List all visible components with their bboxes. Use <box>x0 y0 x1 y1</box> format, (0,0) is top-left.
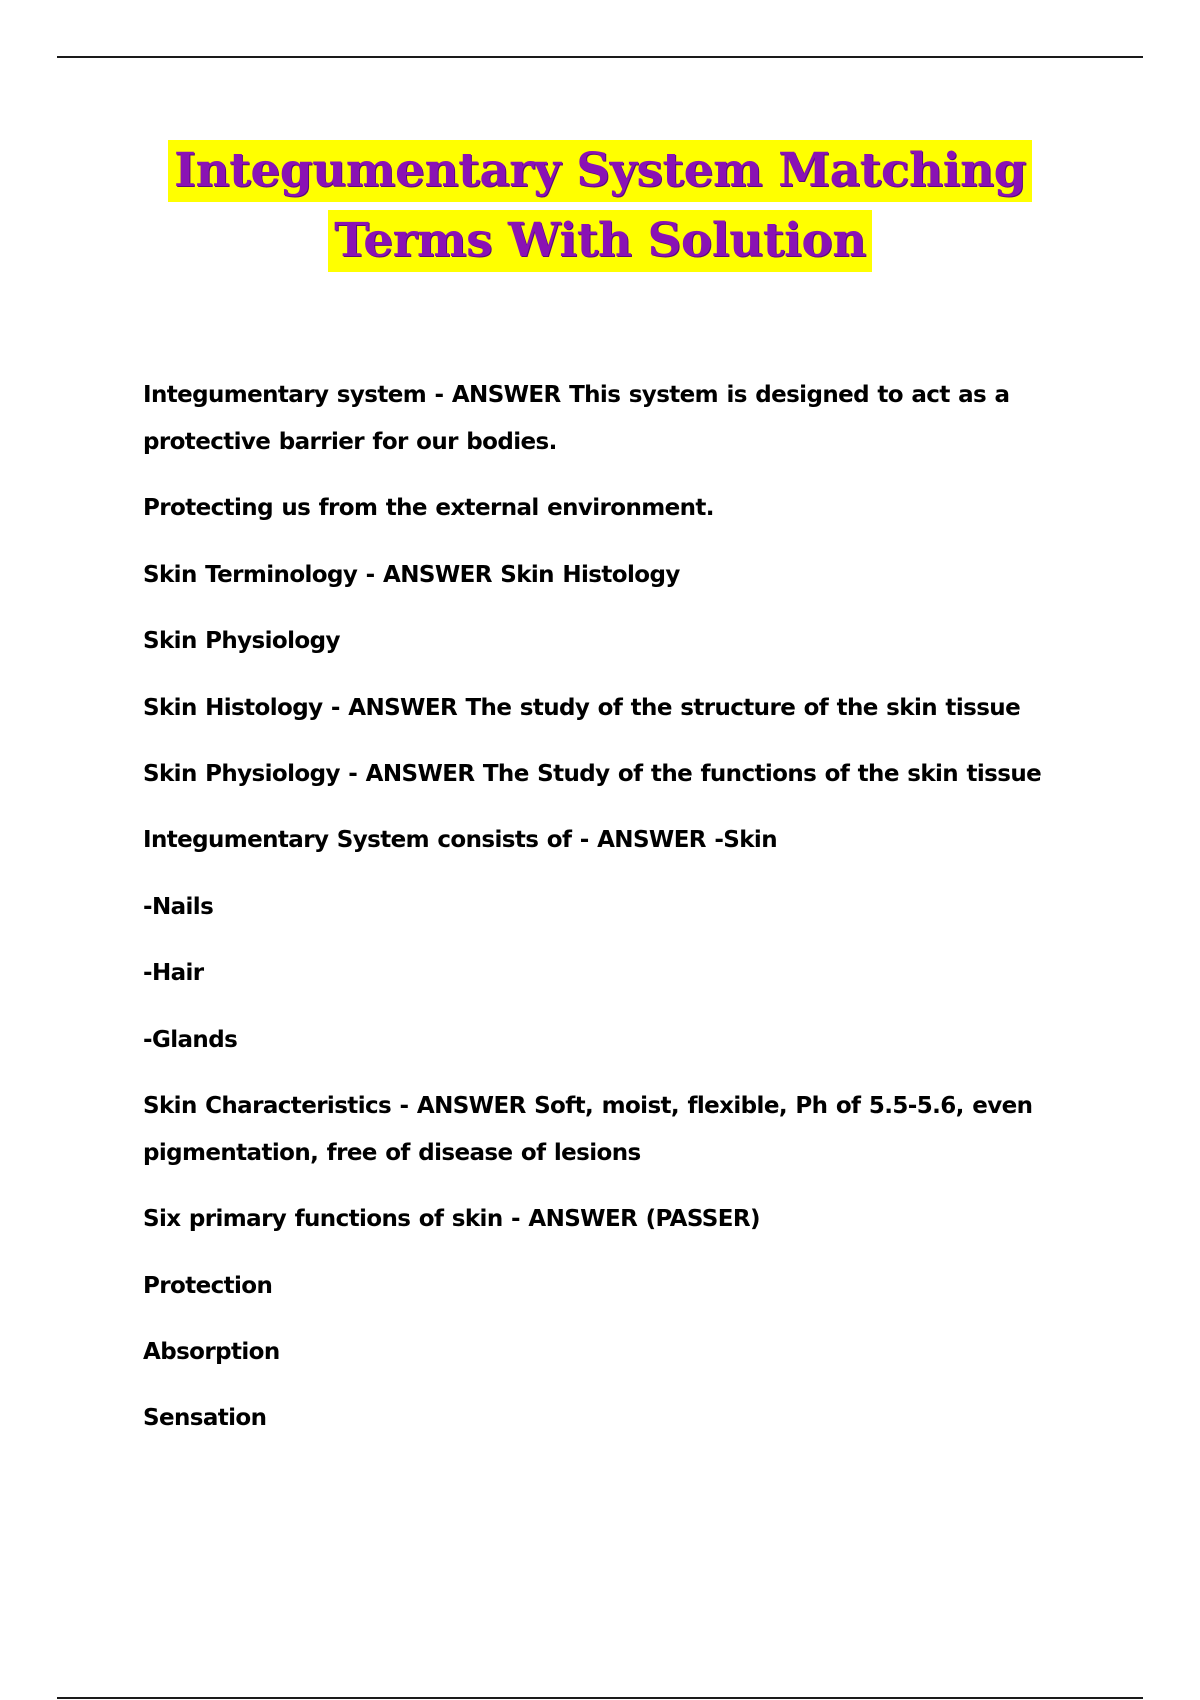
paragraph: Integumentary System consists of - ANSWER -Skin <box>143 827 777 854</box>
list-item: -Hair <box>143 960 204 987</box>
paragraph: Skin Histology - ANSWER The study of the structure of the skin tissue <box>143 694 1021 721</box>
paragraph: Six primary functions of skin - ANSWER (PASSER) <box>143 1206 760 1233</box>
list-item: Sensation <box>143 1405 267 1432</box>
paragraph: Skin Physiology <box>143 628 340 655</box>
paragraph: Skin Physiology - ANSWER The Study of the functions of the skin tissue <box>143 760 1042 787</box>
list-item: -Nails <box>143 893 214 920</box>
title-line-1: Integumentary System Matching <box>168 140 1032 202</box>
paragraph: Skin Terminology - ANSWER Skin Histology <box>143 561 680 588</box>
list-item: Protection <box>143 1272 273 1299</box>
document-title <box>0 140 1200 272</box>
paragraph: Protecting us from the external environment. <box>143 495 714 522</box>
title-line-2: Terms With Solution <box>328 210 872 272</box>
bottom-divider <box>57 1697 1143 1699</box>
list-item: -Glands <box>143 1026 238 1053</box>
paragraph: Skin Characteristics - ANSWER Soft, moist, flexible, Ph of 5.5-5.6, even pigmentation, free of disease of lesions <box>143 1092 1033 1166</box>
document-body <box>143 372 1043 1462</box>
paragraph: Integumentary system - ANSWER This system is designed to act as a protective barrier for our bodies. <box>143 382 1010 455</box>
list-item: Absorption <box>143 1339 280 1366</box>
top-divider <box>57 56 1143 58</box>
